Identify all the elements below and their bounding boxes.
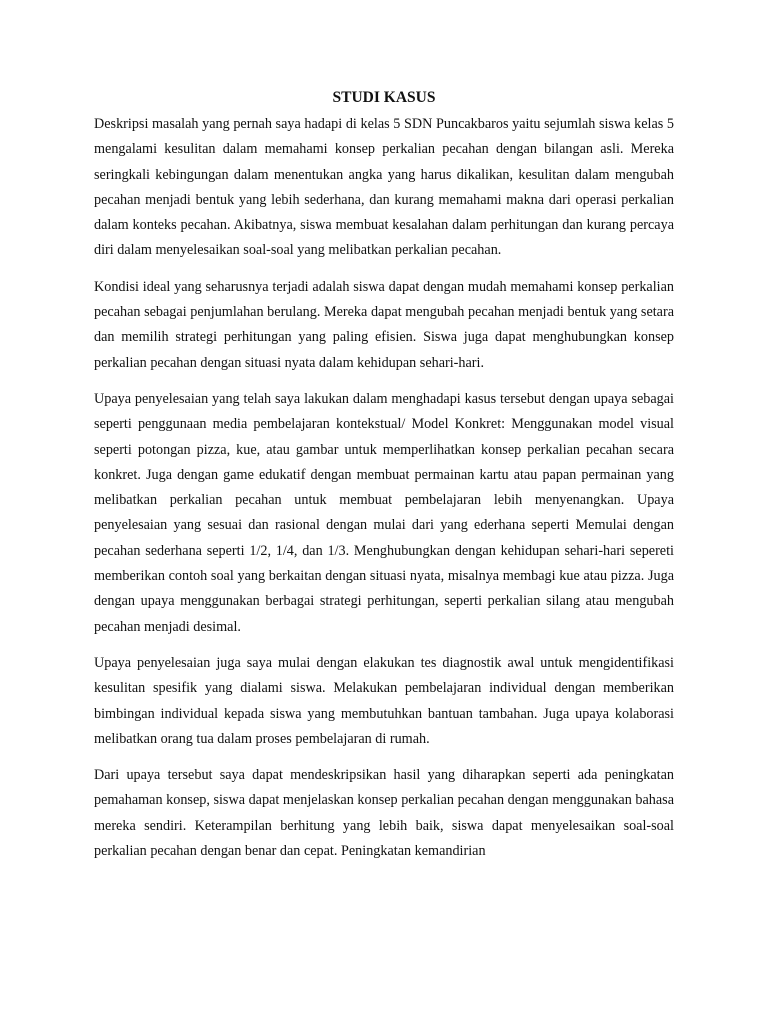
paragraph-problem-description: Deskripsi masalah yang pernah saya hadapi di kelas 5 SDN Puncakbaros yaitu sejumlah siswa kelas 5 mengalami kesulitan dalam memahami konsep perkalian pecahan dengan bilangan asli. Mereka seringkali kebingungan dalam menentukan angka yang harus dikalikan, kesulitan dalam mengubah pecahan menjadi bentuk yang lebih sederhana, dan kurang memahami makna dari operasi perkalian dalam konteks pecahan. Akibatnya, siswa membuat kesalahan dalam perhitungan dan kurang percaya diri dalam menyelesaikan soal-soal yang melibatkan perkalian pecahan. [94,116,674,259]
document-page [94,86,674,875]
paragraph-additional-efforts: Upaya penyelesaian juga saya mulai dengan elakukan tes diagnostik awal untuk mengidentifikasi kesulitan spesifik yang dialami siswa. Melakukan pembelajaran individual dengan memberikan bimbingan individual kepada siswa yang membutuhkan bantuan tambahan. Juga upaya kolaborasi melibatkan orang tua dalam proses pembelajaran di rumah. [94,654,674,747]
paragraph-solution-efforts: Upaya penyelesaian yang telah saya lakukan dalam menghadapi kasus tersebut dengan upaya sebagai seperti penggunaan media pembelajaran kontekstual/ Model Konkret: Menggunakan model visual seperti potongan pizza, kue, atau gambar untuk memperlihatkan konsep perkalian pecahan secara konkret. Juga dengan game edukatif dengan membuat permainan kartu atau papan permainan yang melibatkan perkalian pecahan untuk membuat pembelajaran lebih menyenangkan. Upaya penyelesaian yang sesuai dan rasional dengan mulai dari yang ederhana seperti Memulai dengan pecahan sederhana seperti 1/2, 1/4, dan 1/3. Menghubungkan dengan kehidupan sehari-hari sepereti memberikan contoh soal yang berkaitan dengan situasi nyata, misalnya membagi kue atau pizza. Juga dengan upaya menggunakan berbagai strategi perhitungan, seperti perkalian silang atau mengubah pecahan menjadi desimal. [94,390,674,635]
paragraph-ideal-condition: Kondisi ideal yang seharusnya terjadi adalah siswa dapat dengan mudah memahami konsep perkalian pecahan sebagai penjumlahan berulang. Mereka dapat mengubah pecahan menjadi bentuk yang setara dan memilih strategi perhitungan yang paling efisien. Siswa juga dapat menghubungkan konsep perkalian pecahan dengan situasi nyata dalam kehidupan sehari-hari. [94,278,674,371]
paragraph-expected-results: Dari upaya tersebut saya dapat mendeskripsikan hasil yang diharapkan seperti ada peningkatan pemahaman konsep, siswa dapat menjelaskan konsep perkalian pecahan dengan menggunakan bahasa mereka sendiri. Keterampilan berhitung yang lebih baik, siswa dapat menyelesaikan soal-soal perkalian pecahan dengan benar dan cepat. Peningkatan kemandirian [94,767,674,860]
document-title: STUDI KASUS [332,89,436,106]
